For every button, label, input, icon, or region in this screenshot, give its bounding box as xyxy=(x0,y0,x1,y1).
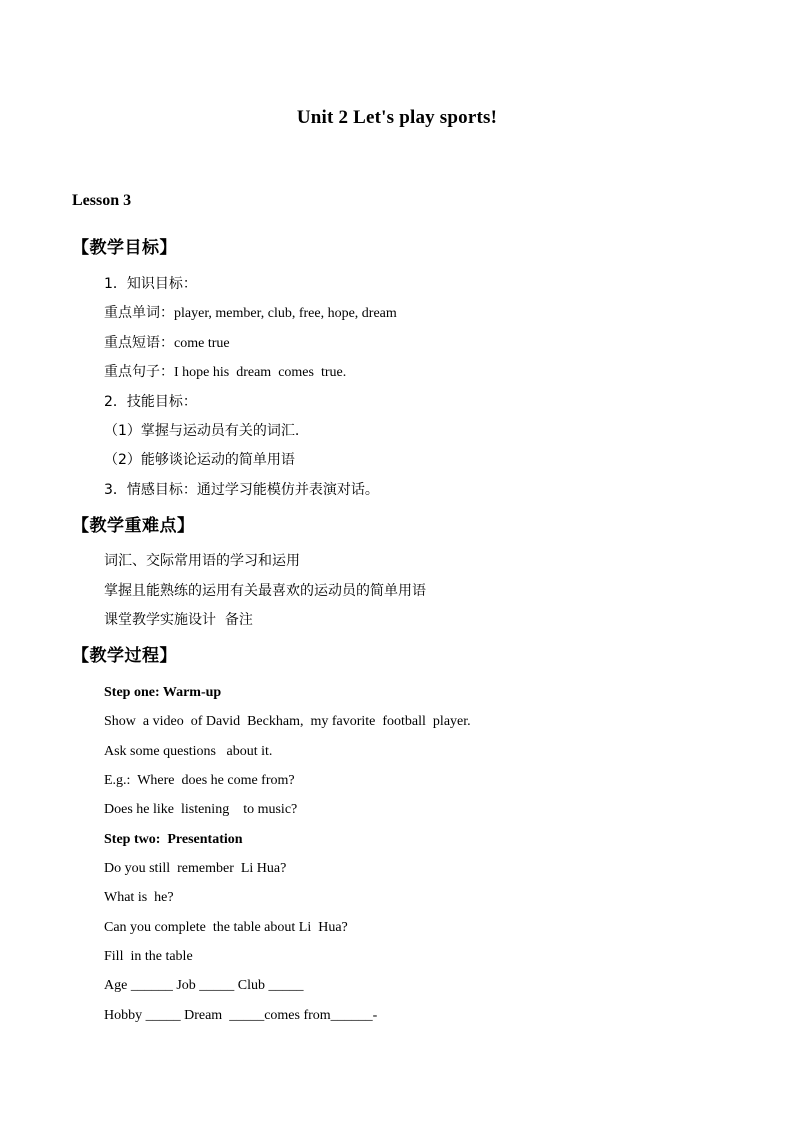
objective-line: 重点短语：come true xyxy=(104,336,230,351)
section-heading-key-points: 【教学重难点】 xyxy=(72,516,195,536)
objective-line: 重点单词：player, member, club, free, hope, dream xyxy=(104,306,397,321)
process-line: Fill in the table xyxy=(104,949,193,964)
fill-in-line: Hobby _____ Dream _____comes from______- xyxy=(104,1008,378,1023)
process-line: Does he like listening to music? xyxy=(104,802,298,817)
key-point-line: 课堂教学实施设计 备注 xyxy=(104,612,253,628)
process-step-heading: Step one: Warm-up xyxy=(104,685,222,700)
fill-in-line: Age ______ Job _____ Club _____ xyxy=(104,978,304,993)
section-heading-objectives: 【教学目标】 xyxy=(72,238,177,258)
process-line: Can you complete the table about Li Hua? xyxy=(104,920,348,935)
process-line: What is he? xyxy=(104,890,174,905)
process-line: Do you still remember Li Hua? xyxy=(104,861,287,876)
process-line: E.g.: Where does he come from? xyxy=(104,773,295,788)
key-point-line: 掌握且能熟练的运用有关最喜欢的运动员的简单用语 xyxy=(104,583,426,599)
lesson-label: Lesson 3 xyxy=(72,192,132,209)
process-step-heading: Step two: Presentation xyxy=(104,832,243,847)
objective-line: 2．技能目标： xyxy=(104,394,197,410)
objective-line: 重点句子：I hope his dream comes true. xyxy=(104,365,347,380)
process-line: Show a video of David Beckham, my favorite football player. xyxy=(104,714,471,729)
section-heading-process: 【教学过程】 xyxy=(72,646,177,666)
process-line: Ask some questions about it. xyxy=(104,744,273,759)
key-point-line: 词汇、交际常用语的学习和运用 xyxy=(104,553,300,569)
objective-line: （2）能够谈论运动的简单用语 xyxy=(104,452,295,468)
document-title: Unit 2 Let's play sports! xyxy=(296,107,498,128)
objective-line: 1．知识目标： xyxy=(104,276,197,292)
objective-line: 3．情感目标：通过学习能模仿并表演对话。 xyxy=(104,482,379,498)
objective-line: （1）掌握与运动员有关的词汇. xyxy=(104,423,300,439)
